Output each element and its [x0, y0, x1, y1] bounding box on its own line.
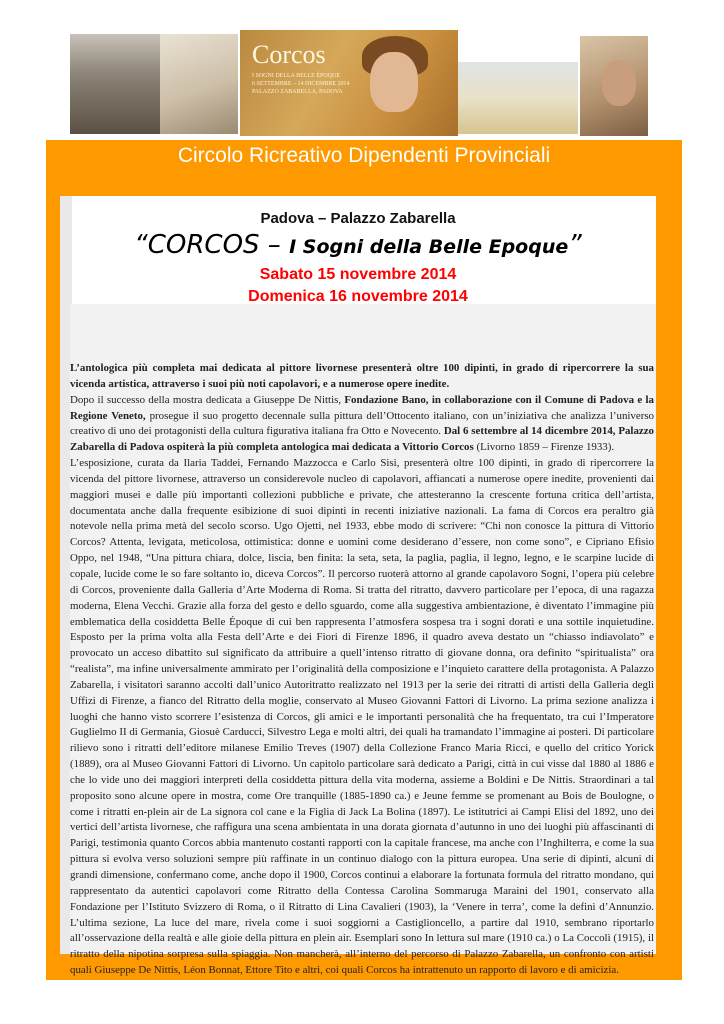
- p1-part-d: Dal 6 settembre al 14 dicembre 2014, Palazzo Zabarella di Padova ospiterà la più completa antologica mai dedicata a Vittorio Corcos: [70, 425, 654, 454]
- title-close-quote: ”: [568, 230, 582, 260]
- exhibition-title: [60, 230, 656, 260]
- p1-part-b: Fondazione Bano, in collaborazione con il Comune di Padova e la Regione Veneto,: [70, 393, 654, 422]
- p1-part-c: prosegue il suo progetto decennale sulla pittura dell’Ottocento italiano, con un’iniziativa che analizza l’universo creativo di uno dei protagonisti della cultura figurativa italiana fra Otto e Novecento.: [70, 409, 655, 438]
- p1-part-a: Dopo il successo della mostra dedicata a Giuseppe De Nittis,: [70, 393, 345, 406]
- painting-thumbnail-2: [160, 34, 238, 134]
- date-saturday: Sabato 15 novembre 2014: [259, 266, 457, 283]
- article-paragraph-2: L’esposizione, curata da Ilaria Taddei, Fernando Mazzocca e Carlo Sisi, presenterà oltre 100 dipinti, in grado di ripercorrere la vicenda del pittore livornese, attraverso un considerevole nucleo di capolavori, affiancati a numerose opere inedite, provenienti dai maggiori musei e dalle più importanti collezioni pubbliche e private, che attesteranno la crescente fortuna critica dell’artista, documentata anche dalla frequente esibizione di suoi dipinti in recenti iniziative nazionali. La fama di Corcos era peraltro già notevole nella prima metà del secolo scorso. Ugo Ojetti, nel 1933, ebbe modo di scrivere: “Chi non conosce la pittura di Vittorio Corcos? Attenta, levigata, meticolosa, ottimistica: donne e uomini come desiderano d’essere, non come sono”, e Cipriano Efisio Oppo, nel 1948, “Una pittura chiara, dolce, liscia, ben finita: la seta, seta, la paglia, paglia, il legno, legno, e le scarpine lucide di copale, lucide come le so fare soltanto io, diceva Corcos”. Il percorso ruoterà attorno al grande capolavoro Sogni, l’opera più celebre di Corcos, proveniente dalla Galleria d’Arte Moderna di Roma. Si tratta del ritratto, davvero particolare per l’epoca, di una ragazza moderna, Elena Vecchi. Grazie alla forza del gesto e dello sguardo, come alla suggestiva ambientazione, è diventato l’immagine più emblematica della cosiddetta Belle Époque di cui ben rappresenta l’atmosfera sospesa tra i sogni dorati e una sottile inquietudine. Esposto per la prima volta alla Festa dell’Arte e dei Fiori di Firenze 1896, il quadro aveva destato un “chiasso indiavolato” e provocato un acceso dibattito sul significato da attribuire a quell’intenso ritratto di giovane donna, ora definito “spiritualista” ora “realista”, ma infine universalmente ammirato per l’originalità della composizione e l’inquieto carattere della protagonista. A Palazzo Zabarella, i visitatori saranno accolti dall’unico Autoritratto realizzato nel 1913 per la serie dei ritratti di artisti della Galleria degli Uffizi di Firenze, a fianco del Ritratto della moglie, conservato al Museo Giovanni Fattori di Livorno. La prima sezione analizza i luoghi che hanno visto scorrere l’esistenza di Corcos, gli amici e le importanti personalità che ha frequentato, tra cui l’Imperatore Guglielmo II di Germania, Giosuè Carducci, Silvestro Lega e molti altri, dei quali ha tramandato l’immagine ai posteri. Di particolare rilievo sono i ritratti dell’editore milanese Emilio Treves (1907) della Collezione Franco Maria Ricci, e quello del critico Yorick (1889), ora al Museo Giovanni Fattori di Livorno. Un capitolo particolare sarà dedicato a Parigi, città in cui visse dal 1880 al 1886 e che lo vide uno dei maggiori interpreti della cosiddetta pittura della vita moderna, assieme a Boldini e De Nittis. Straordinari a tal proposito sono alcune opere in mostra, come Ore tranquille (1885-1890 ca.) e Jeune femme se promenant au Bois de Boulogne, o come i ritratti en-plein air de La signora col cane e la Figlia di Jack La Bolina (1897). Le istitutrici ai Campi Elisi del 1892, uno dei vertici dell’artista livornese, che raffigura una scena ambientata in una dorata giornata d’autunno in uno dei luoghi più affascinanti di Parigi, testimonia quanto Corcos abbia mantenuto costanti rapporti con la capitale francese, ma anche con l’Inghilterra, e come la sua pittura si evolva verso soluzioni sempre più raffinate in un continuo dialogo con la pittura europea. Una serie di dipinti, alcuni di grandi dimensione, confermano come, anche dopo il 1900, Corcos continui a elaborare la fortunata formula del ritratto mondano, qui rappresentato da autentici capolavori come Ritratto della Contessa Carolina Sommaruga Maraini del 1901, conservato alla Fondazione per l’Istituto Svizzero di Roma, o il Ritratto di Lina Cavalieri (1903), la ‘Venere in terra’, come la definì d’Annunzio. L’ultima sezione, La luce del mare, rivela come i suoi soggiorni a Castiglioncello, a partire dal 1910, sembrano riportarlo all’osservazione della realtà e alle gioie della pittura en plein air. Esemplari sono In lettura sul mare (1910 ca.) o La Coccolì (1915), il ritratto della nipotina sorpresa sulla spiaggia. Non mancherà, all’interno del percorso di Palazzo Zabarella, un confronto con artisti quali Giuseppe De Nittis, Léon Bonnat, Ettore Tito e altri, coi quali Corcos ha intrattenuto un rapporto di lavoro e di amicizia.: [70, 457, 654, 977]
- title-main: CORCOS –: [147, 230, 290, 260]
- club-title: Circolo Ricreativo Dipendenti Provinciali: [177, 144, 551, 167]
- title-sub: I Sogni della Belle Epoque: [289, 236, 569, 258]
- exhibition-subtitle: I SOGNI DELLA BELLE ÉPOQUE 6 SETTEMBRE – 14 DICEMBRE 2014 PALAZZO ZABARELLA, PADOVA: [252, 73, 350, 95]
- article-body: [70, 361, 654, 979]
- painting-thumbnail-4: [458, 62, 578, 134]
- venue-heading: Padova – Palazzo Zabarella: [260, 210, 456, 227]
- self-portrait-face: [602, 60, 636, 106]
- p1-part-e: (Livorno 1859 – Firenze 1933).: [473, 441, 615, 454]
- painting-thumbnail-1: [70, 34, 160, 134]
- exhibition-logo: Corcos: [252, 40, 326, 69]
- article-lead: L’antologica più completa mai dedicata al pittore livornese presenterà oltre 100 dipinti, in grado di ripercorrere la sua vicenda artistica, attraverso i suoi più noti capolavori, e a numerose opere inedite.: [70, 362, 654, 390]
- article-paragraph-1: [70, 393, 654, 456]
- date-sunday: Domenica 16 novembre 2014: [248, 288, 468, 305]
- title-open-quote: “: [134, 230, 148, 260]
